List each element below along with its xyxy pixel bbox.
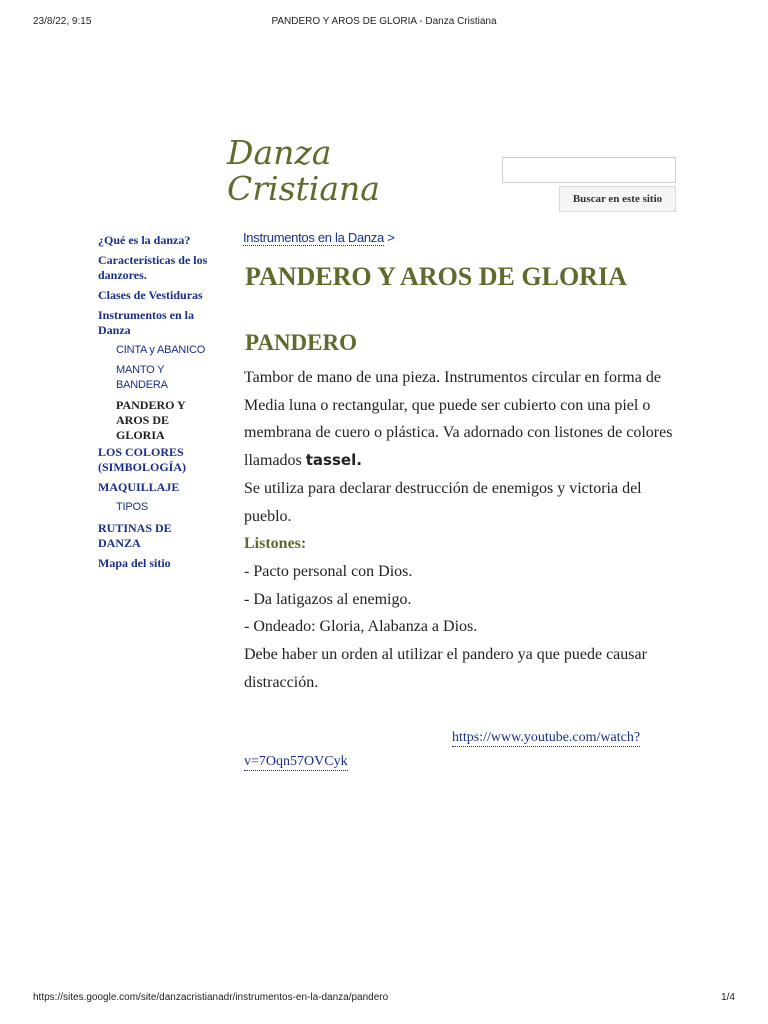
- breadcrumb-link-instrumentos[interactable]: Instrumentos en la Danza: [243, 230, 384, 245]
- print-doc-title: PANDERO Y AROS DE GLORIA - Danza Cristiana: [271, 16, 497, 27]
- sidebar-item-los-colores[interactable]: LOS COLORES (SIMBOLOGÍA): [98, 445, 187, 474]
- print-footer: [0, 992, 768, 1006]
- youtube-link[interactable]: https://www.youtube.com/watch?: [452, 730, 641, 745]
- tassel-bold-text: tassel.: [305, 451, 362, 470]
- print-datetime: 23/8/22, 9:15: [33, 16, 92, 27]
- sidebar-item-rutinas[interactable]: RUTINAS DE DANZA: [98, 521, 172, 550]
- youtube-link-continued[interactable]: v=7Oqn57OVCyk: [244, 754, 348, 769]
- breadcrumb-separator: >: [387, 230, 395, 245]
- list-item: - Ondeado: Gloria, Alabanza a Dios.: [244, 618, 478, 636]
- paragraph-usage: Se utiliza para declarar destrucción de enemigos y victoria del pueblo.: [244, 479, 642, 525]
- sidebar-nav: [98, 233, 226, 571]
- subheading-listones: Listones:: [244, 535, 307, 553]
- page-content: [244, 364, 689, 696]
- sidebar-item-tipos[interactable]: TIPOS: [116, 501, 149, 513]
- sidebar-item-caracteristicas[interactable]: Características de los danzores.: [98, 253, 208, 282]
- list-item: - Pacto personal con Dios.: [244, 562, 413, 580]
- sidebar-item-cinta-y-abanico[interactable]: CINTA y ABANICO: [116, 344, 206, 356]
- sidebar-item-mapa-del-sitio[interactable]: Mapa del sitio: [98, 556, 171, 570]
- sidebar-item-manto-y-bandera[interactable]: MANTO Y BANDERA: [116, 364, 168, 391]
- sidebar-item-pandero-current: PANDERO Y AROS DE GLORIA: [116, 398, 186, 442]
- sidebar-item-maquillaje[interactable]: MAQUILLAJE: [98, 480, 180, 494]
- paragraph-order: Debe haber un orden al utilizar el pandero ya que puede causar distracción.: [244, 646, 647, 691]
- print-header: [0, 16, 768, 30]
- section-title: PANDERO: [245, 330, 358, 355]
- paragraph-description-text: Tambor de mano de una pieza. Instrumentos circular en forma de Media luna o rectangular, que puede ser cubierto con una piel o membrana de cuero o plástica. Va adornado con listones de colores llamados: [244, 369, 673, 470]
- list-item: - Da latigazos al enemigo.: [244, 590, 412, 608]
- print-url: https://sites.google.com/site/danzacristianadr/instrumentos-en-la-danza/pandero: [33, 992, 389, 1003]
- sidebar-item-instrumentos[interactable]: Instrumentos en la Danza: [98, 308, 195, 337]
- sidebar-item-clases-de-vestiduras[interactable]: Clases de Vestiduras: [98, 288, 203, 302]
- site-title[interactable]: Danza Cristiana: [227, 133, 380, 208]
- page-title: PANDERO Y AROS DE GLORIA: [245, 262, 627, 291]
- print-page-number: 1/4: [721, 992, 735, 1003]
- paragraph-description: [244, 364, 689, 475]
- search-button[interactable]: Buscar en este sitio: [559, 186, 676, 212]
- sidebar-item-que-es-la-danza[interactable]: ¿Qué es la danza?: [98, 233, 191, 247]
- breadcrumb: [243, 230, 395, 245]
- search-input[interactable]: [502, 157, 676, 183]
